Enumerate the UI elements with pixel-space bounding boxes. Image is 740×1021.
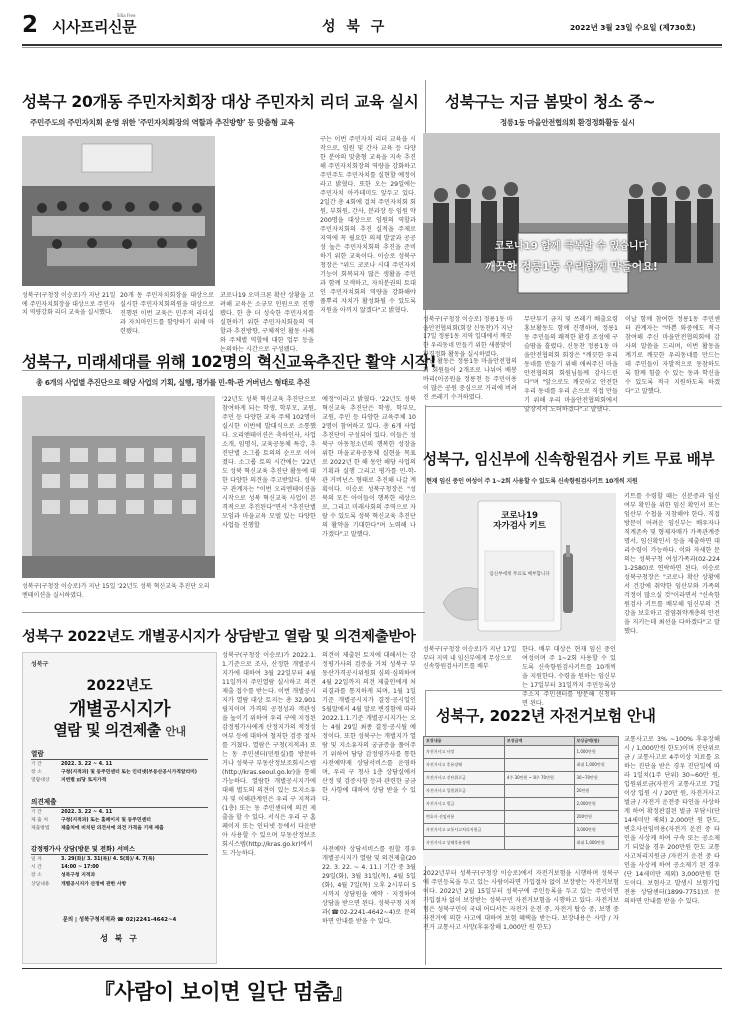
poster-sec1-key: 장 소: [31, 770, 42, 776]
art2-banner-line2: 깨끗한 정릉1동 우리함께 만들어요!: [485, 260, 658, 273]
cleanup-scene: [423, 133, 720, 310]
poster-sec3-key: 장 소: [31, 873, 42, 879]
art3-headline: 성북구, 미래세대를 위해 102명의 혁신교육추진단 활약 시작!: [22, 353, 437, 371]
art6-table-wrap: [423, 736, 619, 866]
poster-sec3-row: [31, 864, 208, 871]
table-cell: 30~70만원: [574, 772, 619, 785]
bottom-banner: 『사람이 보이면 일단 멈춤』: [93, 980, 354, 1004]
art3-caption: 성북구(구청장 이승로)가 지난 15일 '22년도 성북 혁신교육 추진단 오리엔테이션을 실시하였다.: [22, 583, 210, 599]
poster-year: 2022년도: [86, 678, 153, 694]
art4-caption: 성북구(구청장 이승로)가 지난 17일부터 지역 내 임신부에게 무상으로 신속항원검사키트를 배부: [423, 646, 517, 671]
table-cell: 200만원: [574, 811, 619, 824]
masthead-rule-thin: [22, 47, 722, 48]
table-cell: 변호사 선임비용: [424, 811, 505, 824]
table-cell: [504, 759, 574, 772]
poster-sec1: [31, 748, 208, 785]
art3-col2: 예정"이라고 밝혔다. '22년도 성북 혁신교육 추진단은 학생, 학부모, 교원, 주민 등 다양한 교육주체 102명이 참여하고 있다. 총 6개 사업 추진단이 구성되어 있다. 이들은 성북구 아동청소년의 행복한 성장을 위한 마을교육공동체 실현을 목표로 2022년 한 해 동안 해당 사업의 기획과 실행 그리고 평가를 민-학-관 거버넌스 형태로 추진해 나갈 계획이다. 이승로 성북구청장은 "성북의 모든 아이들이 행복한 세상으로, 그리고 미래사회의 주역으로 자랄 수 있도록 성북 혁신교육 추진단의 활약을 기대한다"며 노력해 나가겠다"고 말했다.: [322, 396, 416, 538]
art6-headline: 성북구, 2022년 자전거보험 안내: [436, 707, 656, 725]
poster-sec1-rows: [31, 761, 208, 785]
art2-caption: 성북구(구청장 이승로) 정릉1동 마을안전협의회(회장 신동찬)가 지난 17일 정릉1동 지역 일대에서 깨끗한 우리동네 만들기 위한 새봄맞이 환경정화 활동을 실시하였다.: [423, 316, 513, 358]
table-cell: 자전거사고 벌금: [424, 798, 505, 811]
bike-insurance-table: [423, 736, 619, 850]
table-cell: [504, 785, 574, 798]
art1-subhead: 주민주도의 주민자치회 운영 위한 '주민자치회장의 역할과 추진방향' 등 맞춤형 교육: [30, 118, 295, 127]
h-divider-art6: [425, 690, 722, 691]
poster-sec1-title: 열람: [31, 748, 208, 760]
poster-title-2-wrap: [23, 719, 216, 740]
art2-banner: [423, 237, 720, 274]
masthead-rule: [22, 44, 722, 46]
art1-col3: 구는 이번 주민자치 리더 교육을 시작으로, 임원 및 간사 교육 등 다양한 분야의 맞춤형 교육을 지속 추진해 주민자치회장의 역량을 강화하고 주민주도 주민자치를 실현할 예정이라고 밝혔다. 또한 오는 29일에는 주민자치 아카데미도 앞두고 있다. 2일간 총 4회에 걸쳐 주민자치회 회원, 부회원, 간사, 분과장 등 임원 약 200명을 대상으로 임원의 역할과 주민자치회의 추진 실적을 주제로 지역에 꼭 필요한 의제 발굴과 공공성 높은 주민자치회의 추진을 준비하기 위한 교육이다. 이승로 성북구청장은 "위드 코로나 시대 주민자치 기능이 회복되자 많은 생활을 주민과 함께 모색하고, 자치분권의 토대인 주민자치회의 역량을 강화해야 풀뿌리 자치가 활성화될 수 있도록 지원을 아끼지 않겠다"고 밝혔다.: [320, 136, 416, 314]
poster-sec2-title: 의견제출: [31, 796, 208, 808]
art6-col2: 교통사고로 3% ~100% 후유장해시 / 1,000만원 한도)이며 진단위로금 / 교통사고로 4주이상 치료를 요하는 진단을 받은 경우 진단일에 따라 1일치(1주 단위) 30~60만 원, 입원위로금(자전거 교통사고로 7일 이상 입원 시 / 20만 원, 자전거사고 벌금 / 자전거 운전중 타인을 사상하게 하여 확정판결된 벌금 부담시(단 14세미만 제외) 2,000만 원 한도, 변호사선임비용(자전거 운전 중 타인을 사상케 하여 구속 또는 공소제기 되었을 경우 200만원 한도 교통사고처리지원금 /자전거 운전 중 타인을 사상케 하여 공소제기 된 경우(단 14세미만 제외) 3,000만원 한도이다. 보험사고 발생시 보험가입 전용 상담센터(1899-7751)로 문의하면 안내를 받을 수 있다.: [624, 736, 720, 905]
poster-contact: 문의 | 성북구청지적과 ☎ 02)2241-4642~4: [62, 917, 177, 923]
issue-date: 2022년 3월 23일 수요일 (제730호): [570, 23, 696, 32]
table-cell: 자전거사고 진단위로금: [424, 772, 505, 785]
poster-sec2-row: [31, 817, 208, 824]
poster-sec3-value: 성북구청 지적과: [61, 873, 96, 879]
table-row: [424, 798, 619, 811]
poster-sec1-key: 기 간: [31, 762, 42, 767]
art4-col2: 키트를 수령할 때는 신분증과 임신 여부 확인을 위한 임신 확인서 또는 임산부 수첩을 지참해야 한다. 직접 방문이 어려운 임신부는 배우자나 직계존속 및 형제자매가 가족관계증명서, 임신확인서 등을 제출하면 대리수령이 가능하다. 이와 자세한 문의는 성북구청 여성가족과(02-2241-2580)로 연락하면 된다. 이승로 성북구청장은 "코로나 확산 상황에서 건강에 취약한 임산부와 가족의 걱정이 많으실 것"이라면서 "신속항원검사 키트를 배부해 임신부의 건강을 보호하고 검염취약계층의 안전을 지키는데 최선을 다하겠다"고 말했다.: [624, 493, 720, 635]
art3-col1: '22년도 성북 혁신교육 추진단으로 참여하게 되는 학생, 학부모, 교원, 주민 등 다양한 교육 주체 102명이 실시한 이번에 발대식으로 소통했다. 오리엔테이션은 축하인사, 사업소개, 임명식, 교육공동체 특강, 추진단별 소그룹 토의의 순으로 이어졌다. 소그룹 토의 시간에는 '22년도 성북 혁신교육 추진단 활동에 대한 다양한 의견을 주고받았다. 성북구 관계자는 "이번 오리엔테이션을 시작으로 성북 혁신교육 사업이 본격적으로 추진된다"면서 "추진단별 모임과 마을교육 모델 있는 다양한 사업들 진행할: [222, 396, 316, 529]
poster-sec2-key: 제 출 처: [31, 818, 48, 824]
section-title: 성 북 구: [322, 19, 388, 35]
table-cell: 자전거사고 상해후유장해: [424, 837, 505, 850]
table-header: 보장금액: [504, 737, 574, 746]
table-cell: [504, 746, 574, 759]
paper-name-en: SiSa Free: [117, 13, 136, 18]
poster-sec2: [31, 796, 208, 833]
table-header: 보상금액(원): [574, 737, 619, 746]
table-row: [424, 772, 619, 785]
table-cell: [504, 824, 574, 837]
poster-sec1-row: [31, 761, 208, 768]
poster-sec2-value: 2022. 3. 22 ~ 4. 11: [61, 810, 113, 815]
poster-sec3-value: 3. 29(화)/ 3. 31(목)/ 4. 5(화)/ 4. 7(목): [61, 857, 155, 862]
table-row: [424, 811, 619, 824]
table-cell: 자전거사고 후유장해: [424, 759, 505, 772]
art5-col3: 사전예약 상담서비스를 원할 경우 개별공시지가 열람 및 의견제출(2022. 3. 22. ~ 4. 11.) 기간 중 3월 29일(화), 3월 31일(목), 4월 5일(화), 4월 7일(목) 오후 2시부터 5시까지 상담원을 예약 · 지정하여 상담을 받으면 된다. 성북구청 지적과(☎02-2241-4642~4)로 문의하면 안내를 받을 수 있다.: [322, 846, 416, 925]
art5-col1: 성북구(구청장 이승로)가 2022.1.1.기준으로 조사, 산정한 개별공시지가에 대하여 3월 22일부터 4월 11일까지 주민열람 실시하고 의견제출 접수를 받는다. 이번 개별공시지가 열람 대상 토지는 총 32,901필지이며 가격의 공정성과 객관성을 높이기 위하여 우리 구에 지정된 감정평가사에게 산정지가의 적정성 여부 등에 대하여 철저한 검증 절차를 거쳤다. 열람은 구청(지적과) 또는 동 주민센터(민원실)를 방문하거나 성북구 부동산정보조회시스템(http://kras.seoul.go.kr)을 통해 가능하다. 열람한 개별공시지가에 대해 별도의 의견이 있는 토지소유자 및 이해관계인은 우리 구 지적과(1층) 또는 동 주민센터에 의견 제출을 할 수 있다. 서식은 우리 구 홈페이지 또는 인터넷 등에서 다운받아 사용할 수 있으며 부동산정보조회시스템(http://kras.go.kr)에서도 가능하다.: [222, 652, 316, 857]
table-header: 보장내용: [424, 737, 505, 746]
art1-col1: 20개 동 주민자치회장을 대상으로 실시한 주민자치회의원을 대상으로 진행된 이번 교육은 민주적 리더십과 자치마인드를 함양하기 위해 마련됐다.: [120, 292, 214, 335]
poster-sec2-key: 기 간: [31, 810, 42, 815]
art2-subhead: 정릉1동 마을안전협의회 환경정화활동 실시: [500, 118, 635, 127]
poster-title-suffix: 안내: [165, 725, 186, 738]
kit-title-line1: 코로나19: [501, 511, 538, 521]
poster-sec1-value: 지번별 ㎡당 토지가격: [61, 778, 107, 784]
art2-photo-cleanup: [423, 133, 720, 310]
art1-col2: 코로나19 오미크론 확산 상황을 고려해 교육은 소규모 인원으로 진행됐다. 한 층 더 성숙한 주민자치를 실현하기 위한 주민자치회들의 역할과 추진방향, 구체적인 활동 사례와 주체별 역할에 대한 업무 등을 논의하는 시간으로 구성됐다.: [220, 292, 314, 353]
art4-subhead: 현재 임신 중인 여성이 주 1~2회 사용할 수 있도록 신속항원검사키트 10개씩 지원: [426, 478, 638, 485]
meeting-scene: [22, 136, 215, 286]
art5-col2: 의견이 제출된 토지에 대해서는 감정평가사의 검증을 거쳐 성북구 부동산가격공시위원회 심의·심의하여 4월 22일까지 의견 제출인에게 처리결과를 통지하게 되며, 1월 1일 기준 개별공시지가 결정·공시일인 5월말에서 4월 말로 변경함에 따라 2022.1.1.기준 개별공시지가는 오는 4월 29일 최종 결정·공시될 예정이다. 또한 성북구는 개별지가 열람 및 지소유자의 궁금증을 풀어주기 위하여 담당 감정평가사를 통한 사전예약제 상담서비스를 운영하며, 우리 구 청사 1층 상담실에서 산정 및 검증사항 등과 관련한 궁금한 사항에 대하여 상담 받을 수 있다.: [322, 652, 416, 803]
table-cell: [504, 798, 574, 811]
poster-sec3-rows: [31, 856, 208, 888]
table-cell: 1,000만원: [574, 746, 619, 759]
art5-poster: [22, 652, 217, 964]
building-scene: [22, 396, 215, 578]
table-cell: [504, 837, 574, 850]
table-row: [424, 759, 619, 772]
table-row: [424, 746, 619, 759]
table-cell: 자전거사고 입원위로금: [424, 785, 505, 798]
poster-sec3-row: [31, 856, 208, 863]
table-row: [424, 785, 619, 798]
art1-photo-meeting: [22, 136, 215, 286]
table-cell: 3,000만원: [574, 824, 619, 837]
poster-sec3-key: 시 간: [31, 865, 42, 871]
poster-sec2-value: 구청(지적과) 또는 홈페이지 및 동주민센터: [61, 818, 151, 824]
table-cell: 자전거사고 사망: [424, 746, 505, 759]
poster-sec1-row: [31, 777, 208, 784]
table-row: [424, 824, 619, 837]
poster-sec3: [31, 844, 208, 888]
art2-col1: 이날 활동은 정릉1동 마을안전협의회 회원들이 2개조로 나뉘어 배봉바리(이공원을 정릉천 등 주민이용이 많은 공원 중심으로 거리에 버려진 쓰레기 수거하였다.: [423, 358, 517, 401]
poster-sec3-key: 상담내용: [31, 881, 50, 887]
table-cell: 최대 1,000만원: [574, 837, 619, 850]
poster-sec2-row: [31, 825, 208, 832]
table-header-row: [424, 737, 619, 746]
art2-headline: 성북구는 지금 봄맞이 청소 중~: [445, 93, 656, 111]
table-cell: [504, 811, 574, 824]
poster-sec2-row: [31, 809, 208, 816]
kit-title: [478, 511, 561, 532]
poster-sec2-value: 제출처에 비치된 의견서에 의견 가격을 기재 제출: [61, 826, 164, 832]
poster-sec2-key: 제출방법: [31, 826, 50, 832]
poster-sec3-key: 일 자: [31, 857, 42, 862]
art5-headline: 성북구 2022년도 개별공시지가 상담받고 열람 및 의견제출받아: [22, 629, 416, 645]
art2-col3: 이날 함께 참여한 정릉1동 주민센터 관계자는 "바쁜 와중에도 적극 참여해 주신 마을안전협의회에 감사의 말씀을 드리며, 이번 활동을 계기로 깨끗한 우리동네를 만드는 데 주민들이 자발적으로 동참하도록 함께 힘쓸 수 있는 동과 학신을 수 있도록 적극 지원하도록 하겠다"고 말했다.: [625, 316, 720, 395]
art2-banner-line1: 코로나19 함께 극복할 수 있습니다: [494, 241, 649, 252]
h-divider-2: [22, 612, 425, 613]
paper-name: 시사프리신문: [52, 18, 136, 36]
bottom-rule: [22, 968, 722, 969]
poster-sec3-row: [31, 872, 208, 879]
art1-headline: 성북구 20개동 주민자치회장 대상 주민자치 리더 교육 실시: [22, 93, 419, 111]
h-divider-art4: [425, 406, 722, 407]
poster-sec3-title: 감정평가사 상담(방문 및 전화) 서비스: [31, 844, 208, 855]
masthead: [22, 14, 722, 48]
poster-sec1-value: 구청(지적과) 및 동주민센터 또는 인터넷(부동산공시가격알리미): [61, 770, 197, 776]
table-cell: 최대 1,000만원: [574, 759, 619, 772]
poster-sec3-value: 14:00 ~ 17:00: [61, 865, 99, 871]
poster-sec2-rows: [31, 809, 208, 833]
art4-headline: 성북구, 임신부에 신속항원검사 키트 무료 배부: [423, 451, 715, 468]
poster-sec3-row: [31, 881, 208, 888]
poster-title-1: 개별공시지가: [68, 699, 171, 720]
poster-sec1-key: 열람대상: [31, 778, 50, 784]
art2-col2: 무단투기 금지 및 쓰레기 배출요령 홍보활동도 함께 진행하며, 정릉1동 주민들의 쾌적한 환경 조성에 구슬땀을 흘렸다. 신동찬 정릉1동 마을안전협의회 회장은 "깨끗한 우리동네를 만들기 위해 애써주신 마을안전협의회 회원님들께 감사드린다"며 "앞으로도 깨끗하고 안전한 우리 동네를 우리 손으로 직접 만들기 위해 우리 마을안전협의회에서 앞장서서 노력하겠다"고 말했다.: [524, 316, 618, 413]
table-body: [424, 746, 619, 850]
page-number: 2: [22, 12, 39, 38]
poster-sec1-value: 2022. 3. 22 ~ 4. 11: [61, 762, 113, 767]
table-cell: 4주 30만원 ~ 8주 70만원: [504, 772, 574, 785]
art4-col1: 한다. 배부 대상은 현재 임신 중인 여성이며 주 1~2회 사용할 수 있도록 신속항원검사키트를 10개씩을 지원한다. 수령을 원하는 임신부는 17일부터 31일까지 주민등록상 주소지 주민센터를 방문해 신청하면 된다.: [522, 646, 616, 707]
kit-title-line2: 자가검사 키트: [493, 521, 546, 532]
table-cell: 20만원: [574, 785, 619, 798]
art6-col1: 2022년부터 성북구(구청장 이승로)에서 자전거보험을 시행하며 성북구에 주민등록을 두고 있는 사람이라면 가입절차 없이 보장받는 자전거보험이다. 2022년 2월 15일부터 성북구에 주민등록을 두고 있는 주민이면 가입절차 없이 보장받는 성북구민 자전거보험을 시행하고 있다. 자전거보험은 성북구민이 국내 어디서든 자전거 운전 중, 자전거 탑승 중, 보행 중 자전거에 의한 사고에 대하여 보험 혜택을 받는다. 보장내용은 사망 / 자전거 교통사고 사망(후유장해 1,000만 원 한도): [423, 870, 619, 931]
poster-logo: 성북구: [31, 661, 49, 668]
poster-footer-logo: 성 북 구: [100, 934, 139, 943]
art4-kit-illustration: [423, 493, 616, 641]
kit-sub: 임신부에게 무료로 배부합니다: [489, 572, 550, 577]
poster-sec3-value: 개별공시지가 산정에 관한 사항: [61, 881, 127, 887]
poster-sec1-row: [31, 769, 208, 776]
art3-subhead: 총 6개의 사업별 추진단으로 해당 사업의 기획, 실행, 평가를 민-학-관 거버넌스 형태로 추진: [36, 378, 310, 387]
table-cell: 2,000만원: [574, 798, 619, 811]
table-cell: 자전거사고 교통사고처리지원금: [424, 824, 505, 837]
table-row: [424, 837, 619, 850]
art3-photo-building: [22, 396, 215, 578]
poster-title-2: 열람 및 의견제출: [53, 721, 161, 739]
art1-caption: 성북구(구청장 이승로)가 지난 21일에 주민자치회장을 대상으로 주민자치 역량강화 리더 교육을 실시했다.: [22, 292, 116, 317]
